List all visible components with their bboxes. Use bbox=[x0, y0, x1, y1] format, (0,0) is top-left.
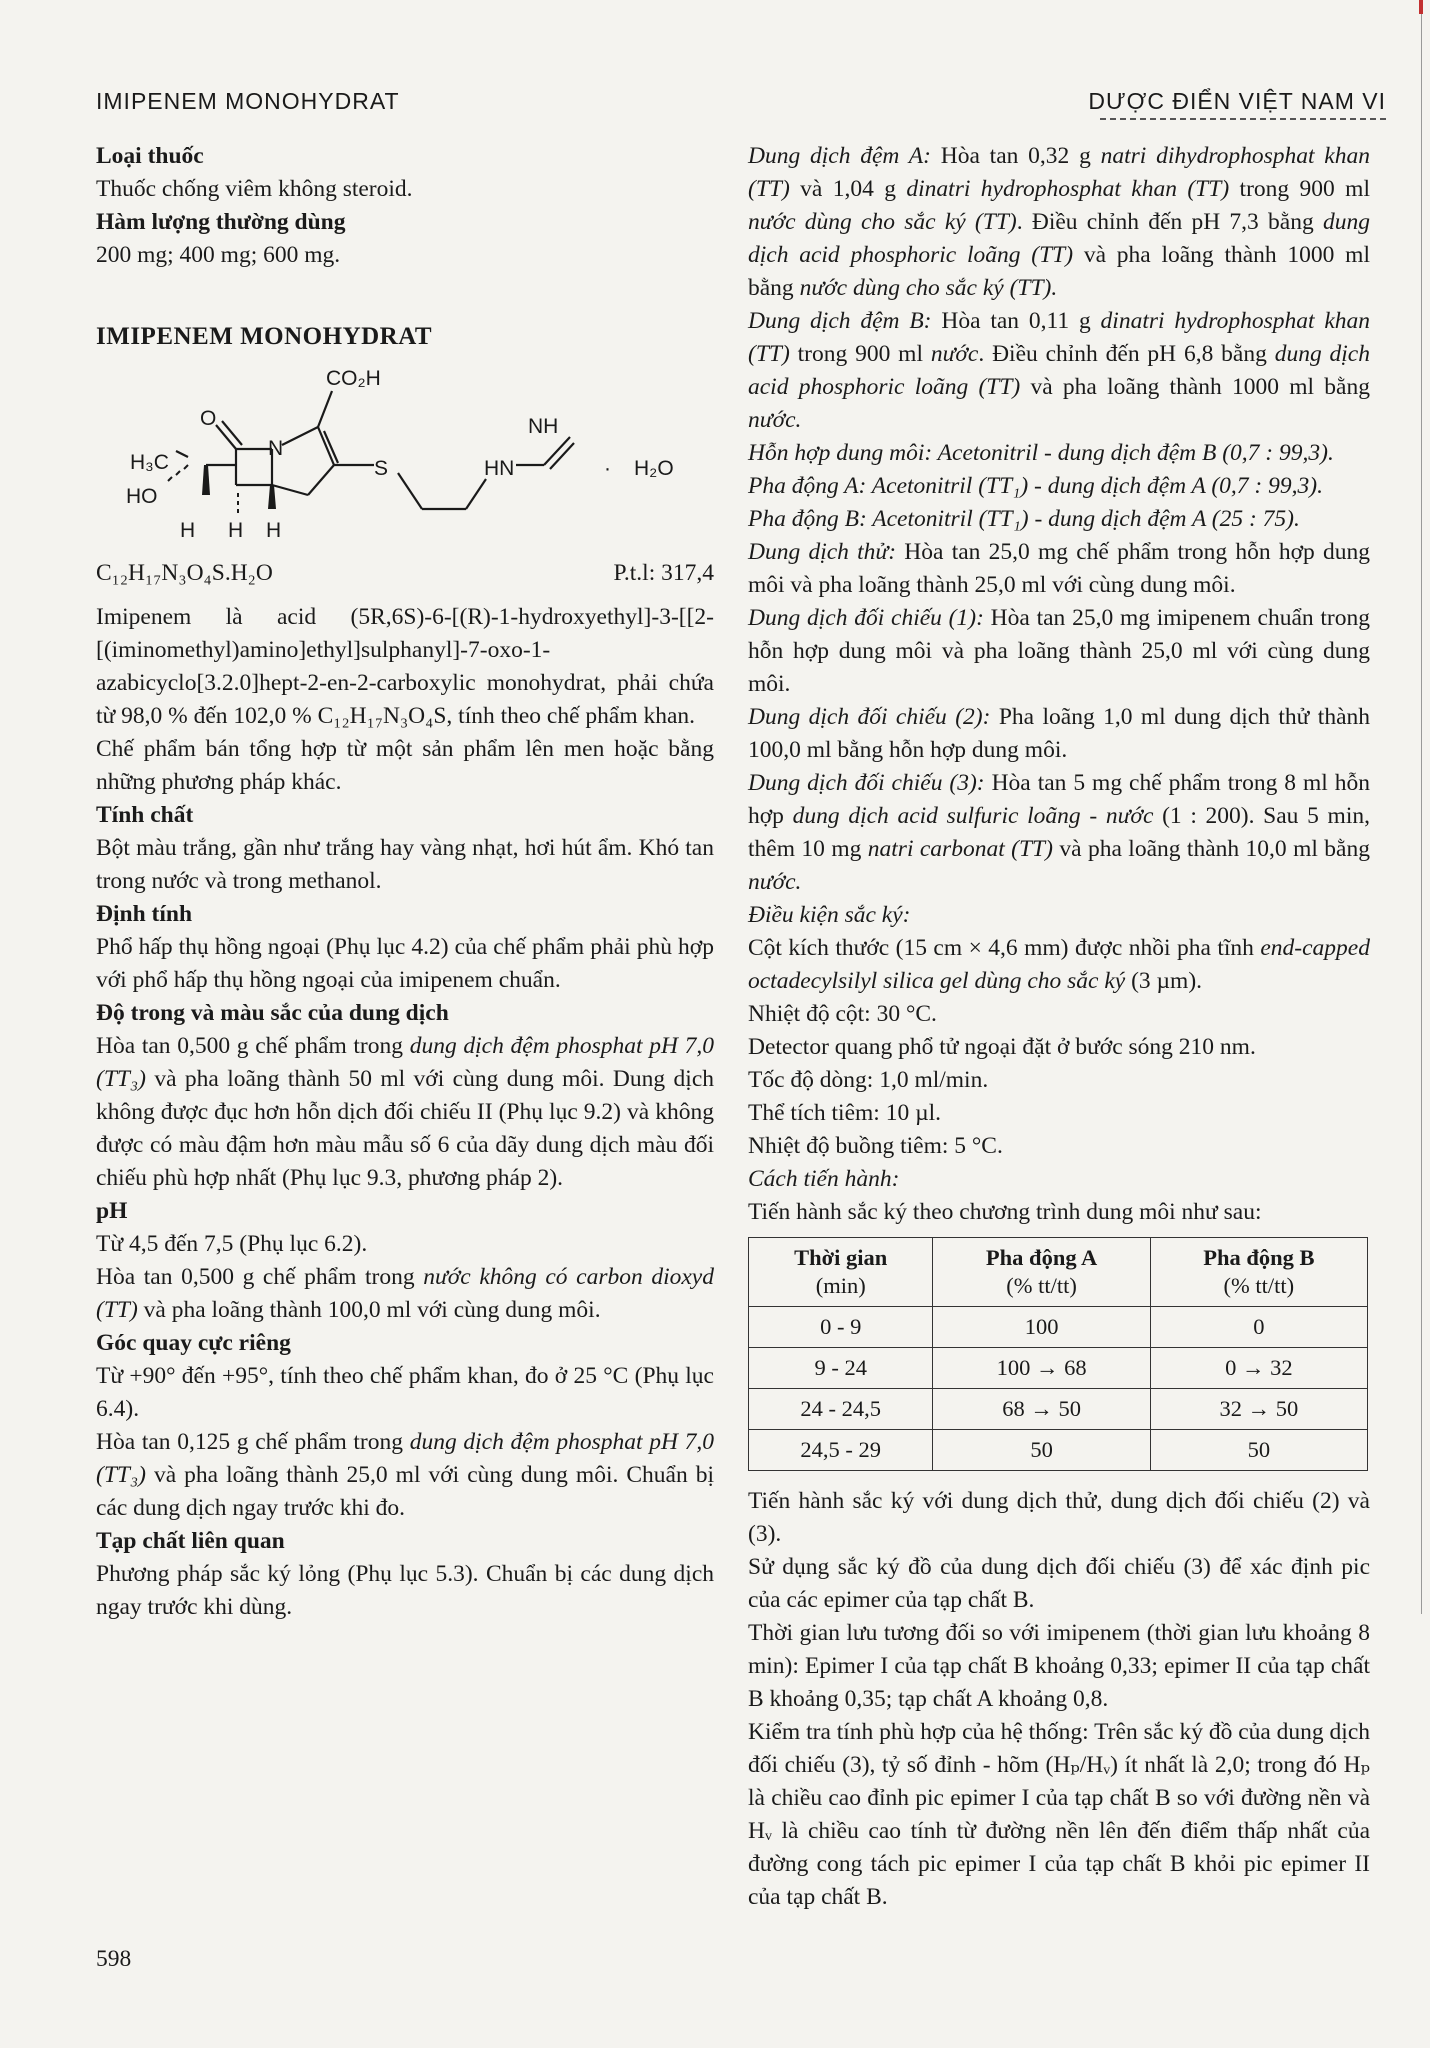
cell-phase-b: 32 → 50 bbox=[1150, 1389, 1367, 1430]
do-trong-text: Hòa tan 0,500 g chế phẩm trong dung dịch đệm phosphat pH 7,0 (TT₃) và pha loãng thành 50 ml với cùng dung môi. Dung dịch không được đục hơn hỗn dịch đối chiếu II (Phụ lục 9.2) và không được có màu đậm hơn màu mẫu số 6 của dãy dung dịch màu đối chiếu phù hợp nhất (Phụ lục 9.3, phương pháp 2). bbox=[96, 1033, 714, 1191]
column-temperature-text: Nhiệt độ cột: 30 °C. bbox=[748, 1001, 937, 1027]
book-title: DƯỢC ĐIỂN VIỆT NAM VI bbox=[1088, 88, 1386, 114]
mobile-phase-b-text: Pha động B: Acetonitril (TT₁) - dung dịch đệm A (25 : 75). bbox=[748, 506, 1300, 532]
section-title-tinh-chat: Tính chất bbox=[96, 802, 194, 828]
molecular-formula: C₁₂H₁₇N₃O₄S.H₂O bbox=[96, 560, 273, 586]
tinh-chat-text: Bột màu trắng, gần như trắng hay vàng nhạt, hơi hút ẩm. Khó tan trong nước và trong methanol. bbox=[96, 835, 714, 894]
cell-phase-a: 50 bbox=[933, 1430, 1150, 1471]
chamber-temperature-text: Nhiệt độ buồng tiêm: 5 °C. bbox=[748, 1133, 1003, 1159]
page-edge-mark bbox=[1419, 0, 1423, 14]
detector-text: Detector quang phổ tử ngoại đặt ở bước sóng 210 nm. bbox=[748, 1034, 1256, 1060]
procedure-text-1: Tiến hành sắc ký với dung dịch thử, dung dịch đối chiếu (2) và (3). bbox=[748, 1488, 1370, 1547]
label-hydrate-dot: · bbox=[604, 457, 611, 480]
label-ho: HO bbox=[126, 485, 158, 508]
goc-quay-method-text: Hòa tan 0,125 g chế phẩm trong dung dịch đệm phosphat pH 7,0 (TT₃) và pha loãng thành 25,0 ml với cùng dung môi. Chuẩn bị các dung dịch ngay trước khi đo. bbox=[96, 1429, 714, 1521]
right-column bbox=[748, 140, 1370, 1914]
wedge-bond-2 bbox=[268, 485, 276, 509]
reference-solution-2-text: Dung dịch đối chiếu (2): Pha loãng 1,0 ml dung dịch thử thành 100,0 ml bằng hỗn hợp dung môi. bbox=[748, 704, 1371, 763]
section-title-do-trong: Độ trong và màu sắc của dung dịch bbox=[96, 1000, 449, 1026]
formula-row bbox=[96, 557, 714, 593]
test-solution-text: Dung dịch thử: Hòa tan 25,0 mg chế phẩm trong hỗn hợp dung môi và pha loãng thành 25,0 ml với cùng dung môi. bbox=[748, 539, 1370, 598]
label-n: N bbox=[268, 437, 284, 460]
label-nh: NH bbox=[528, 415, 559, 438]
label-hn: HN bbox=[484, 457, 515, 480]
wedge-bond-1 bbox=[202, 465, 210, 495]
chemical-structure-diagram bbox=[96, 361, 714, 551]
conditions-label: Điều kiện sắc ký: bbox=[748, 902, 911, 928]
page-number: 598 bbox=[96, 1946, 132, 1972]
section-title-loai-thuoc: Loại thuốc bbox=[96, 143, 204, 169]
dinh-tinh-text: Phổ hấp thụ hồng ngoại (Phụ lục 4.2) của chế phẩm phải phù hợp với phổ hấp thụ hồng ngoại của imipenem chuẩn. bbox=[96, 934, 714, 993]
molecular-weight: P.t.l: 317,4 bbox=[613, 560, 714, 586]
reference-solution-3-text: Dung dịch đối chiếu (3): Hòa tan 5 mg chế phẩm trong 8 ml hỗn hợp dung dịch acid sulfuric loãng - nước (1 : 200). Sau 5 min, thêm 10 mg natri carbonat (TT) và pha loãng thành 10,0 ml bằng nước. bbox=[748, 770, 1371, 895]
table-row bbox=[749, 1348, 1368, 1389]
table-row bbox=[749, 1430, 1368, 1471]
label-co2h: CO₂H bbox=[326, 367, 381, 390]
label-h-2: H bbox=[228, 519, 244, 542]
page-edge-line bbox=[1421, 14, 1422, 1614]
table-row bbox=[749, 1307, 1368, 1348]
reference-solution-1-text: Dung dịch đối chiếu (1): Hòa tan 25,0 mg imipenem chuẩn trong hỗn hợp dung môi và pha loãng thành 25,0 ml với cùng dung môi. bbox=[748, 605, 1370, 697]
section-title-dinh-tinh: Định tính bbox=[96, 901, 193, 927]
header-phase-b: Pha động B (% tt/tt) bbox=[1150, 1238, 1367, 1307]
ph-method-text: Hòa tan 0,500 g chế phẩm trong nước không có carbon dioxyd (TT) và pha loãng thành 100,0 ml với cùng dung môi. bbox=[96, 1264, 714, 1323]
tap-chat-text: Phương pháp sắc ký lỏng (Phụ lục 5.3). Chuẩn bị các dung dịch ngay trước khi dùng. bbox=[96, 1561, 714, 1620]
cell-phase-b: 0 → 32 bbox=[1150, 1348, 1367, 1389]
left-column bbox=[96, 140, 714, 1624]
procedure-text-3: Thời gian lưu tương đối so với imipenem (thời gian lưu khoảng 8 min): Epimer I của tạp chất B khoảng 0,33; epimer II của tạp chất B khoảng 0,35; tạp chất A khoảng 0,8. bbox=[748, 1620, 1370, 1712]
definition-text: Imipenem là acid (5R,6S)-6-[(R)-1-hydroxyethyl]-3-[[2-[(iminomethyl)amino]ethyl]sulphanyl]-7-oxo-1-azabicyclo[3.2.0]hept-2-en-2-carboxylic monohydrat, phải chứa từ 98,0 % đến 102,0 % C₁₂H₁₇N₃O₄S, tính theo chế phẩm khan. bbox=[96, 604, 714, 729]
cell-time: 24,5 - 29 bbox=[749, 1430, 933, 1471]
cell-time: 24 - 24,5 bbox=[749, 1389, 933, 1430]
loai-thuoc-text: Thuốc chống viêm không steroid. bbox=[96, 176, 413, 202]
procedure-text-2: Sử dụng sắc ký đồ của dung dịch đối chiếu (3) để xác định pic của các epimer của tạp chất B. bbox=[748, 1554, 1370, 1613]
system-suitability-text: Kiểm tra tính phù hợp của hệ thống: Trên sắc ký đồ của dung dịch đối chiếu (3), tỷ số đỉnh - hõm (Hₚ/Hᵥ) ít nhất là 2,0; trong đó Hₚ là chiều cao đỉnh pic epimer I của tạp chất B so với đường nền và Hᵥ là chiều cao tính từ đường nền lên đến điểm thấp nhất của đường cong tách pic epimer I của tạp chất B khỏi pic epimer II của tạp chất B. bbox=[748, 1719, 1371, 1910]
solvent-mixture-text: Hỗn hợp dung môi: Acetonitril - dung dịch đệm B (0,7 : 99,3). bbox=[748, 440, 1334, 466]
cell-phase-a: 68 → 50 bbox=[933, 1389, 1150, 1430]
cell-phase-a: 100 → 68 bbox=[933, 1348, 1150, 1389]
goc-quay-range-text: Từ +90° đến +95°, tính theo chế phẩm khan, đo ở 25 °C (Phụ lục 6.4). bbox=[96, 1363, 714, 1422]
mobile-phase-a-text: Pha động A: Acetonitril (TT₁) - dung dịch đệm A (0,7 : 99,3). bbox=[748, 473, 1323, 499]
label-h-3: H bbox=[266, 519, 282, 542]
gradient-table bbox=[748, 1237, 1368, 1471]
ph-range-text: Từ 4,5 đến 7,5 (Phụ lục 6.2). bbox=[96, 1231, 368, 1257]
cell-phase-b: 0 bbox=[1150, 1307, 1367, 1348]
section-title-tap-chat: Tạp chất liên quan bbox=[96, 1528, 285, 1554]
header-time: Thời gian (min) bbox=[749, 1238, 933, 1307]
label-h2o: H₂O bbox=[634, 457, 674, 480]
cell-phase-a: 100 bbox=[933, 1307, 1150, 1348]
procedure-label: Cách tiến hành: bbox=[748, 1166, 900, 1192]
gradient-table-header-row bbox=[749, 1238, 1368, 1307]
header-rule bbox=[1100, 118, 1386, 120]
label-h3c: H₃C bbox=[130, 451, 169, 474]
running-title: IMIPENEM MONOHYDRAT bbox=[96, 88, 400, 114]
cell-phase-b: 50 bbox=[1150, 1430, 1367, 1471]
section-title-ph: pH bbox=[96, 1198, 128, 1224]
label-s: S bbox=[374, 457, 389, 480]
buffer-b-text: Dung dịch đệm B: Hòa tan 0,11 g dinatri hydrophosphat khan (TT) trong 900 ml nước. Điều chỉnh đến pH 6,8 bằng dung dịch acid phosphoric loãng (TT) và pha loãng thành 1000 ml bằng nước. bbox=[748, 308, 1371, 433]
page-header bbox=[96, 88, 1386, 122]
monograph-title: IMIPENEM MONOHYDRAT bbox=[96, 323, 433, 350]
label-h-1: H bbox=[180, 519, 196, 542]
injection-volume-text: Thể tích tiêm: 10 µl. bbox=[748, 1100, 942, 1126]
label-o: O bbox=[200, 407, 217, 430]
table-row bbox=[749, 1389, 1368, 1430]
cell-time: 9 - 24 bbox=[749, 1348, 933, 1389]
header-phase-a: Pha động A (% tt/tt) bbox=[933, 1238, 1150, 1307]
flow-rate-text: Tốc độ dòng: 1,0 ml/min. bbox=[748, 1067, 989, 1093]
section-title-ham-luong: Hàm lượng thường dùng bbox=[96, 209, 346, 235]
buffer-a-text: Dung dịch đệm A: Hòa tan 0,32 g natri dihydrophosphat khan (TT) và 1,04 g dinatri hydrophosphat khan (TT) trong 900 ml nước dùng cho sắc ký (TT). Điều chỉnh đến pH 7,3 bằng dung dịch acid phosphoric loãng (TT) và pha loãng thành 1000 ml bằng nước dùng cho sắc ký (TT). bbox=[748, 143, 1370, 301]
ham-luong-text: 200 mg; 400 mg; 600 mg. bbox=[96, 242, 341, 268]
origin-text: Chế phẩm bán tổng hợp từ một sản phẩm lên men hoặc bằng những phương pháp khác. bbox=[96, 736, 714, 795]
gradient-intro-text: Tiến hành sắc ký theo chương trình dung môi như sau: bbox=[748, 1199, 1262, 1225]
section-title-goc-quay: Góc quay cực riêng bbox=[96, 1330, 291, 1356]
cell-time: 0 - 9 bbox=[749, 1307, 933, 1348]
column-text: Cột kích thước (15 cm × 4,6 mm) được nhồi pha tĩnh end-capped octadecylsilyl silica gel dùng cho sắc ký (3 µm). bbox=[748, 935, 1370, 994]
